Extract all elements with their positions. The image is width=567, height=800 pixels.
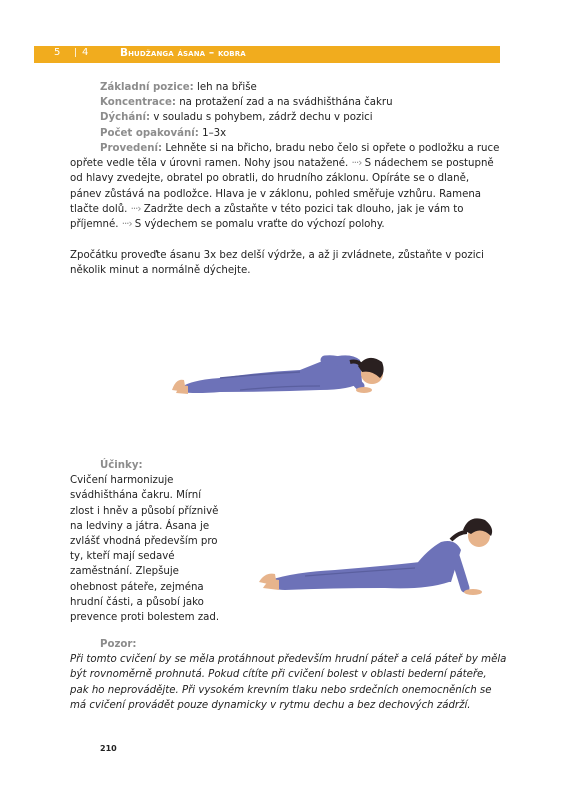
effects-line-10: prevence proti bolestem zad. (70, 612, 220, 624)
execution-line-6: tlačte dolů. (70, 203, 128, 215)
execution-line-4: od hlavy zvedejte, obratel po obratli, do hrudního záklonu. Opíráte se o dlaně, (70, 173, 470, 185)
breathing-label: Dýchání: (100, 112, 151, 124)
basic-position-row (100, 80, 520, 95)
caution-line-4: má cvičení provádět pouze dynamicky v rytmu dechu a bez dechových zádrží. (70, 699, 471, 711)
caution-line-3: pak ho neprovádějte. Při vysokém krevním tlaku nebo srdečních onemocněních se (70, 684, 492, 696)
concentration-value: na protažení zad a na svádhišthána čakru (179, 97, 393, 109)
execution-line-9: S výdechem se pomalu vraťte do výchozí polohy. (134, 219, 385, 231)
chapter-title: Bhudžanga ásana – kobra (120, 47, 246, 59)
chapter-major-number: 5 (54, 47, 61, 58)
page-number: 210 (100, 744, 117, 753)
effects-line-7: zaměstnání. Zlepšuje (70, 566, 179, 578)
repetitions-label: Počet opakování: (100, 127, 199, 139)
effects-line-4: na ledviny a játra. Ásana je (70, 520, 210, 532)
chapter-header-bar (34, 46, 500, 63)
effects-line-9: hrudní části, a působí jako (70, 596, 204, 608)
concentration-label: Koncentrace: (100, 97, 176, 109)
basic-position-label: Základní pozice: (100, 82, 194, 93)
caution-section (70, 637, 510, 713)
paragraph-line-2: několik minut a normálně dýchejte. (70, 265, 251, 277)
execution-text (70, 141, 500, 232)
step-arrow-icon: ···› (121, 219, 132, 231)
breathing-row (100, 110, 520, 125)
breathing-value: v souladu s pohybem, zádrž dechu v pozici (153, 112, 373, 124)
effects-line-3: zlost i hněv a působí příznivě (70, 505, 219, 517)
caution-label: Pozor: (100, 639, 137, 650)
caution-line-1: Při tomto cvičení by se měla protáhnout především hrudní páteř a celá páteř by měla (70, 654, 507, 666)
effects-section (70, 458, 260, 625)
practice-paragraph (70, 248, 500, 278)
effects-line-6: ty, kteří mají sedavé (70, 551, 175, 563)
cobra-pose-figure (245, 510, 495, 600)
paragraph-line-1: Zpočátku proveďte ásanu 3x bez delší výdrže, a až ji zvládnete, zůstaňte v pozici (70, 250, 484, 261)
effects-line-1: Cvičení harmonizuje (70, 475, 174, 487)
caution-line-2: být rovnoměrně prohnutá. Pokud cítíte při cvičení bolest v oblasti bederní páteře, (70, 669, 487, 681)
step-arrow-icon: ···› (130, 203, 141, 215)
effects-line-5: zvlášť vhodná především pro (70, 536, 218, 548)
concentration-row (100, 95, 520, 110)
basic-position-value: leh na břiše (196, 82, 257, 93)
chapter-minor-number: 4 (82, 47, 89, 58)
execution-line-1: Lehněte si na břicho, bradu nebo čelo si opřete o podložku a ruce (165, 143, 500, 154)
repetitions-row (100, 126, 520, 141)
asana-details (100, 80, 520, 141)
effects-label: Účinky: (100, 460, 143, 471)
effects-line-8: ohebnost páteře, zejména (70, 581, 204, 593)
execution-line-7: Zadržte dech a zůstaňte v této pozici tak dlouho, jak je vám to (143, 203, 464, 215)
execution-line-3: S nádechem se postupně (364, 158, 494, 170)
repetitions-value: 1–3x (202, 127, 227, 139)
chapter-separator: | (74, 48, 78, 58)
step-arrow-icon: ···› (351, 158, 362, 170)
execution-label: Provedení: (100, 143, 163, 154)
effects-line-2: svádhišthána čakru. Mírní (70, 490, 202, 502)
execution-line-2: opřete vedle těla v úrovni ramen. Nohy jsou natažené. (70, 158, 349, 170)
execution-line-5: pánev zůstává na podložce. Hlava je v záklonu, pohled směřuje vzhůru. Ramena (70, 188, 482, 200)
cobra-start-figure (150, 330, 390, 400)
execution-line-8: příjemné. (70, 219, 119, 231)
